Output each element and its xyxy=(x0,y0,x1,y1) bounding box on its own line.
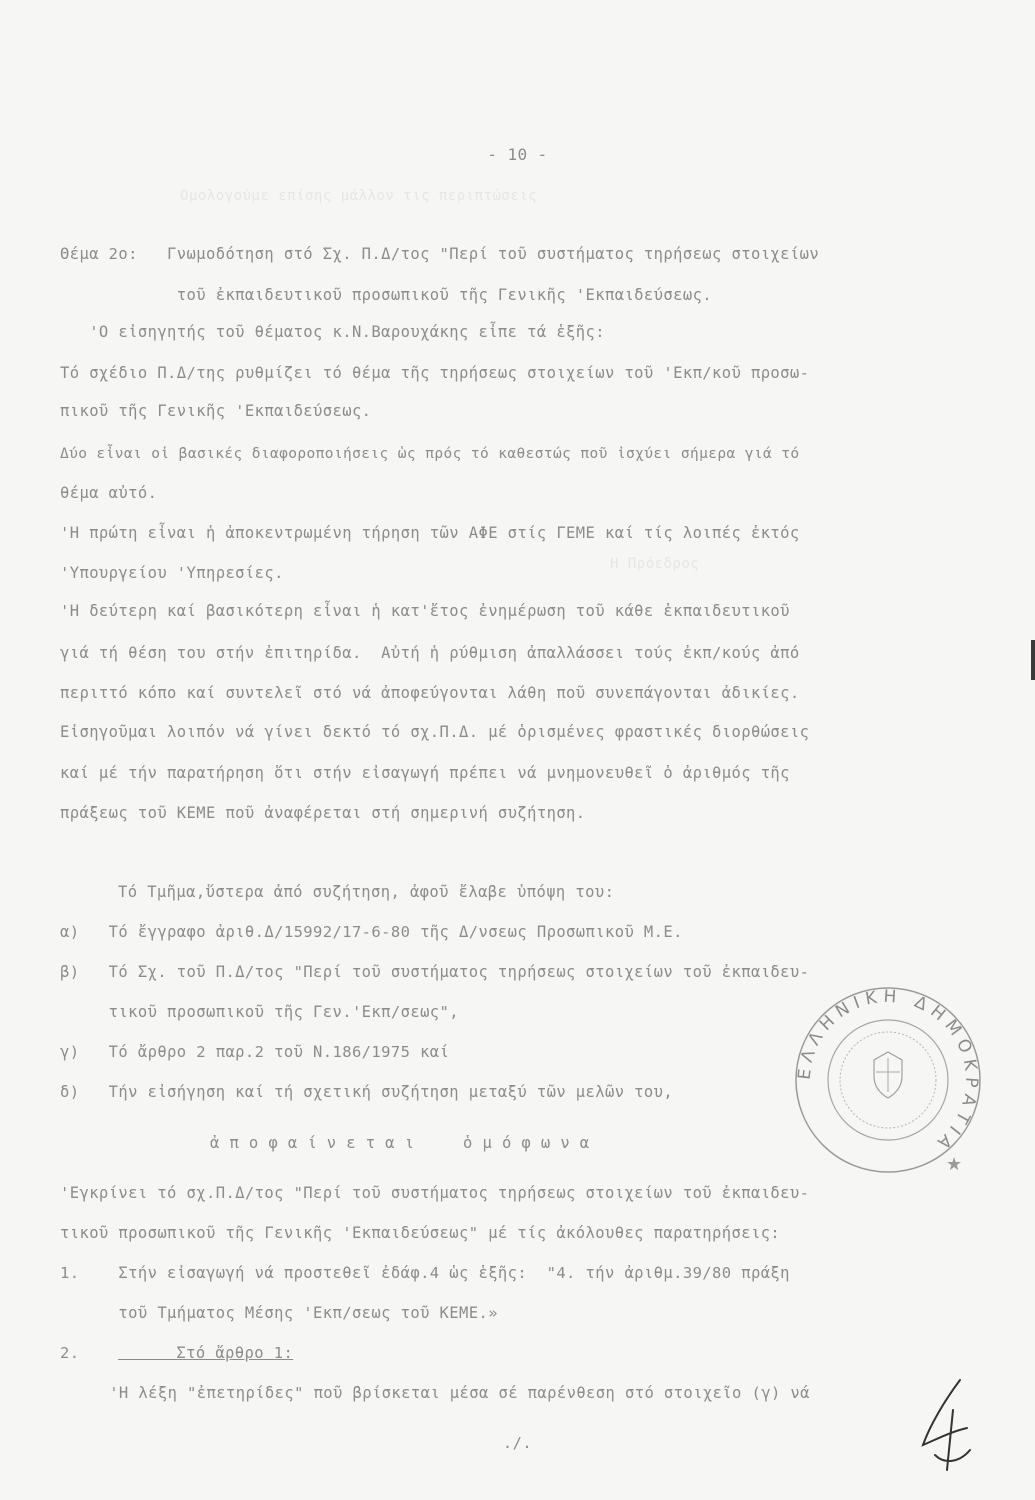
text-line: 'Η δεύτερη καί βασικότερη εἶναι ἡ κατ'ἔτος ἐνημέρωση τοῦ κάθε ἐκπαιδευτικοῦ xyxy=(60,602,790,620)
text-line: περιττό κόπο καί συντελεῖ στό νά ἀποφεύγονται λάθη ποῦ συνεπάγονται ἀδικίες. xyxy=(60,684,800,702)
page-number: - 10 - xyxy=(487,145,548,164)
text-line: καί μέ τήν παρατήρηση ὅτι στήν εἰσαγωγή πρέπει νά μνημονευθεῖ ὁ ἀριθμός τῆς xyxy=(60,764,790,782)
text-line: Εἰσηγοῦμαι λοιπόν νά γίνει δεκτό τό σχ.Π.Δ. μέ ὁρισμένες φραστικές διορθώσεις xyxy=(60,723,810,741)
seal-text: ΕΛΛΗΝΙΚΗ ΔΗΜΟΚΡΑΤΙΑ xyxy=(794,986,982,1157)
text-line: γιά τή θέση του στήν ἐπιτηρίδα. Αὐτή ἡ ρύθμιση ἀπαλλάσσει τούς ἐκπ/κούς ἀπό xyxy=(60,644,800,662)
text-line: Τό σχέδιο Π.Δ/της ρυθμίζει τό θέμα τῆς τηρήσεως στοιχείων τοῦ 'Εκπ/κοῦ προσω- xyxy=(60,364,810,382)
handwritten-signature-icon xyxy=(905,1370,985,1480)
bleed-through-text: Ομολογούμε επίσης μάλλον τις περιπτώσεις xyxy=(180,188,538,204)
list-number: 2. xyxy=(60,1344,80,1362)
list-item: 1. Στήν εἰσαγωγή νά προστεθεῖ ἐδάφ.4 ὡς ἑξῆς: "4. τήν ἀριθμ.39/80 πράξη xyxy=(60,1264,790,1282)
text-line: 'Εγκρίνει τό σχ.Π.Δ/τος "Περί τοῦ συστήματος τηρήσεως στοιχείων τοῦ ἐκπαιδευ- xyxy=(60,1184,810,1202)
bleed-through-text: Η Πρόεδρος xyxy=(610,556,700,572)
text-line: 'Ο εἰσηγητής τοῦ θέματος κ.Ν.Βαρουχάκης εἶπε τά ἑξῆς: xyxy=(60,323,605,341)
continuation-mark: ./. xyxy=(502,1434,533,1452)
text-line: πικοῦ τῆς Γενικῆς 'Εκπαιδεύσεως. xyxy=(60,402,372,420)
text-line: 'Υπουργείου 'Υπηρεσίες. xyxy=(60,564,284,582)
text-line: πράξεως τοῦ ΚΕΜΕ ποῦ ἀναφέρεται στή σημερινή συζήτηση. xyxy=(60,804,586,822)
list-item: τικοῦ προσωπικοῦ τῆς Γεν.'Εκπ/σεως", xyxy=(60,1003,460,1021)
subject-line: τοῦ ἐκπαιδευτικοῦ προσωπικοῦ τῆς Γενικῆς 'Εκπαιδεύσεως. xyxy=(60,286,713,304)
section-intro: Τό Τμῆμα,ὕστερα ἀπό συζήτηση, ἀφοῦ ἔλαβε ὑπόψη του: xyxy=(118,883,615,901)
text-line: 'Η πρώτη εἶναι ἡ ἀποκεντρωμένη τήρηση τῶν ΑΦΕ στίς ΓΕΜΕ καί τίς λοιπές ἐκτός xyxy=(60,524,800,542)
official-seal-icon xyxy=(788,980,988,1180)
text-line: 'Η λέξη "ἐπετηρίδες" ποῦ βρίσκεται μέσα σέ παρένθεση στό στοιχεῖο (γ) νά xyxy=(80,1384,810,1402)
list-item: δ) Τήν εἰσήγηση καί τή σχετική συζήτηση μεταξύ τῶν μελῶν του, xyxy=(60,1083,674,1101)
scan-edge-mark xyxy=(1031,640,1035,680)
text-line: Δύο εἶναι οἱ βασικές διαφοροποιήσεις ὡς πρός τό καθεστώς ποῦ ἰσχύει σήμερα γιά τό xyxy=(60,446,800,462)
svg-text:★: ★ xyxy=(946,1154,963,1175)
list-item: γ) Τό ἄρθρο 2 παρ.2 τοῦ Ν.186/1975 καί xyxy=(60,1043,450,1061)
subject-line: Θέμα 2ο: Γνωμοδότηση στό Σχ. Π.Δ/τος "Περί τοῦ συστήματος τηρήσεως στοιχείων xyxy=(60,245,820,263)
text-line: τικοῦ προσωπικοῦ τῆς Γενικῆς 'Εκπαιδεύσεως" μέ τίς ἀκόλουθες παρατηρήσεις: xyxy=(60,1224,781,1242)
list-item: α) Τό ἔγγραφο ἀριθ.Δ/15992/17-6-80 τῆς Δ/νσεως Προσωπικοῦ Μ.Ε. xyxy=(60,923,683,941)
list-item: τοῦ Τμήματος Μέσης 'Εκπ/σεως τοῦ ΚΕΜΕ.» xyxy=(60,1304,498,1322)
list-item: β) Τό Σχ. τοῦ Π.Δ/τος "Περί τοῦ συστήματος τηρήσεως στοιχείων τοῦ ἐκπαιδευ- xyxy=(60,963,810,981)
article-heading: Στό ἄρθρο 1: xyxy=(118,1344,294,1362)
text-line: θέμα αὐτό. xyxy=(60,484,158,502)
decision-heading: ἀ π ο φ α ί ν ε τ α ι ὁ μ ό φ ω ν α xyxy=(210,1134,590,1152)
